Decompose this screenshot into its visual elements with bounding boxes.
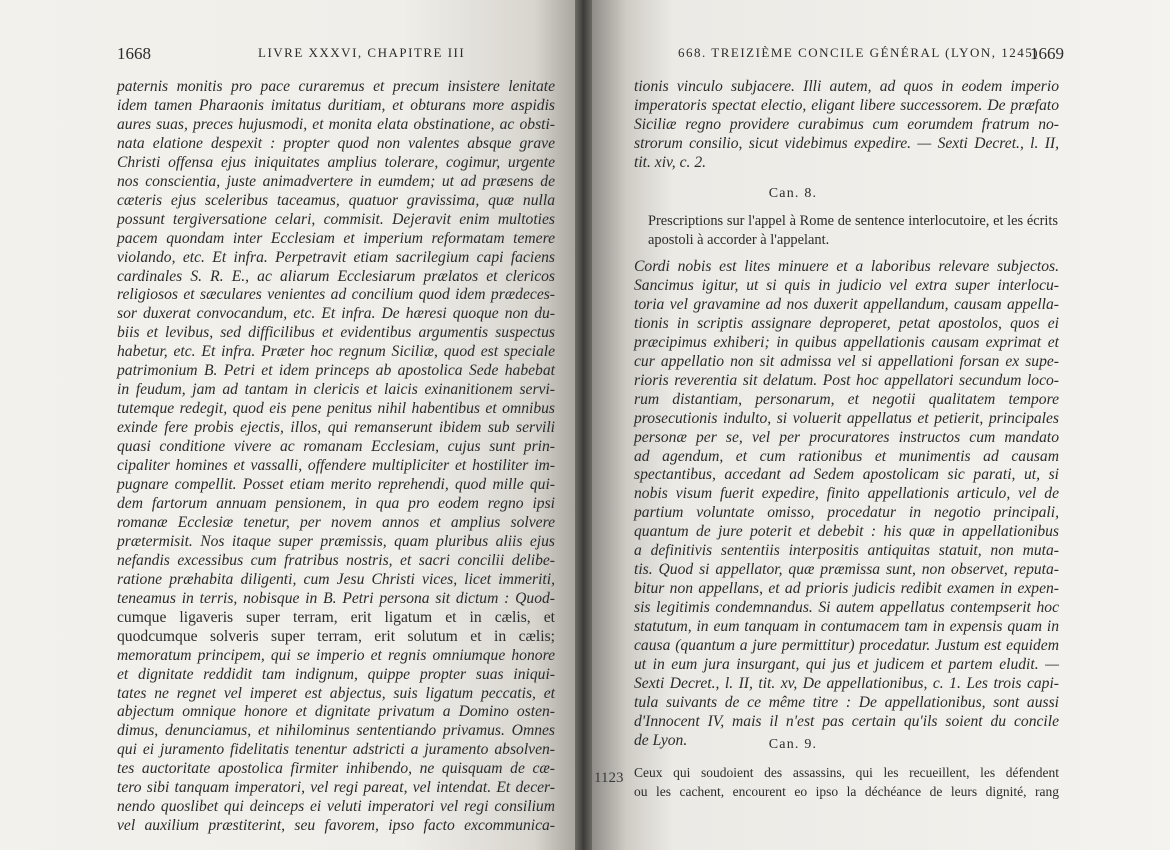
text-line: personæ per se, vel per procuratores instructos cum mandato xyxy=(634,428,1059,446)
text-line: tit. xiv, c. 2. xyxy=(634,153,707,171)
text-line: tates ne regnet vel imperet est abjectus, suis ligatum peccatis, et xyxy=(117,684,555,702)
text-line: tero sibi tanquam imperatori, vel regi pareat, vel intendat. Et decer- xyxy=(117,779,555,797)
text-line: tula suivants de ce même titre : De appellationibus, sont aussi xyxy=(634,693,1059,711)
margin-number: 1123 xyxy=(594,770,624,786)
text-line: ratione præhabita diligenti, cum Jesu Christi vices, licet immeriti, xyxy=(117,570,555,588)
text-line: a definitivis sententiis interpositis antiquitas statuit, non muta- xyxy=(634,542,1059,560)
canon-8-body xyxy=(634,258,1059,751)
text-line: rioris reverentia sit delatum. Post hoc appellatori secundum loco- xyxy=(634,371,1059,389)
text-line: sor duxerat convocandum, etc. Et infra. De hæresi quoque non du- xyxy=(117,305,555,323)
text-line: quasi conditione vivere ac romanam Ecclesiam, cujus sunt prin- xyxy=(117,438,555,456)
text-line: nata elatione despexit : propter quod non valentes absque grave xyxy=(117,134,555,152)
text-line: quodcumque solveris super terram, erit solutum et in cælis; xyxy=(117,627,555,645)
text-line: nefandis excessibus cum fratribus nostris, et sacri concilii delibe- xyxy=(117,551,555,569)
text-line: de Lyon. xyxy=(634,731,688,749)
text-line: biis et levibus, sed difficilibus et evidentibus argumentis suspectus xyxy=(117,324,555,342)
text-line: religiosos et sæculares venientes ad concilium quod idem prædeces- xyxy=(117,286,555,304)
canon-9-body xyxy=(634,763,1059,801)
text-line: vel auxilium præstiterint, seu favorem, ipso facto excommunica- xyxy=(117,817,555,835)
text-line: memoratum principem, qui se imperio et regnis omniumque honore xyxy=(117,646,555,664)
text-line: idem tamen Pharaonis imitatus duritiam, et obturans more aspidis xyxy=(117,96,555,114)
text-line: bitur non appellans, et ad prioris judicis redibit examen in expen- xyxy=(634,580,1059,598)
text-line: tes auctoritate apostolica firmiter inhibendo, ne quisquam de cæ- xyxy=(117,760,555,778)
text-line: sis legitimis condemnandus. Si autem appellatus contempserit hoc xyxy=(634,599,1059,617)
text-line: cur appellatio non sit admissa vel si appellationi forsan ex supe- xyxy=(634,352,1059,370)
text-line: nendo quoslibet qui deinceps ei veluti imperatori vel regi consilium xyxy=(117,798,555,816)
text-line: causa (quantum a jure permittitur) procedatur. Justum est equidem xyxy=(634,637,1059,655)
text-line: cardinales S. R. E., ac aliarum Ecclesiarum prælatos et clericos xyxy=(117,267,555,285)
text-line: cumque ligaveris super terram, erit ligatum et in cælis, et xyxy=(117,608,555,626)
text-line: quantum de jure poterit et debebit : his quæ in appellationibus xyxy=(634,523,1059,541)
text-line: Cordi nobis est lites minuere et a laboribus relevare subjectos. xyxy=(634,258,1059,275)
text-line: rum distantiam, personarum, et negotii qualitatem tempore xyxy=(634,390,1059,408)
text-line: violando, etc. Et infra. Perpetravit etiam sacrilegium capi faciens xyxy=(117,248,555,266)
text-line: toria vel gravamine ad nos duxerit appellandum, causam appella- xyxy=(634,295,1059,313)
text-line: pacem quondam inter Ecclesiam et imperium reformatam temere xyxy=(117,229,555,247)
text-line: paternis monitis pro pace curaremus et precum insistere lenitate xyxy=(117,78,555,95)
text-line: abjectum omnique honore et dignitate privatum a Domino osten- xyxy=(117,703,555,721)
right-page-number: 1669 xyxy=(1030,44,1064,63)
text-line: cipaliter homines et vassalli, offendere multipliciter et hostiliter im- xyxy=(117,457,555,475)
summary-line: apostoli à accorder à l'appelant. xyxy=(648,232,830,248)
text-line: d'Innocent IV, mais il n'est pas certain qu'ils soient du concile xyxy=(634,712,1059,730)
summary-line: Prescriptions sur l'appel à Rome de sentence interlocutoire, et les écrits xyxy=(648,213,1058,229)
text-line: dem fartorum annuam pensionem, in qua pro eodem regno ipsi xyxy=(117,494,555,512)
text-line: nos conscientia, juste animadvertere in eumdem; ut ad præsens de xyxy=(117,172,555,190)
right-top-text xyxy=(634,78,1059,173)
text-line: prosecutionis indulto, si voluerit appellatus et petierit, principales xyxy=(634,409,1059,427)
right-running-head: 668. TREIZIÈME CONCILE GÉNÉRAL (LYON, 1245) xyxy=(678,45,1040,60)
text-line: ut in eum jura insurgant, qui jus et judicem et partem eludit. — xyxy=(634,656,1059,674)
text-line: habetur, etc. Et infra. Præter hoc regnum Siciliæ, quod est speciale xyxy=(117,343,555,361)
text-line: tionis in scriptis assignare deproperet, petat apostolos, quos ei xyxy=(634,314,1059,332)
left-page-number: 1668 xyxy=(117,44,151,63)
left-page xyxy=(0,0,575,850)
text-line: strorum consilio, sicut videbimus expedire. — Sexti Decret., l. II, xyxy=(634,134,1059,152)
book-gutter xyxy=(575,0,592,850)
text-line: teneamus in terris, nobisque in B. Petri persona sit dictum : Quod- xyxy=(117,589,555,607)
text-line: pugnare compellit. Posset etiam merito reprehendi, quod mille qui- xyxy=(117,476,555,494)
right-page xyxy=(592,0,1170,850)
text-line: et dignitate reddidit tam indignum, quippe propter suas iniqui- xyxy=(117,665,555,683)
text-line: præcipimus exhiberi; in quibus appellationis causam exprimat et xyxy=(634,333,1059,351)
text-line: partium voluntate omisso, procedatur in negotio principali, xyxy=(634,504,1059,522)
text-line: spectantibus, accedant ad Sedem apostolicam sic parati, ut, si xyxy=(634,466,1059,484)
text-line: in feudum, jam ad tantam in clericis et laicis exinanitionem servi- xyxy=(117,381,555,399)
text-line: Siciliæ regno providere curabimus cum eorumdem fratrum no- xyxy=(634,115,1059,133)
text-line: prætermisit. Nos itaque super præmissis, quam pluribus aliis ejus xyxy=(117,532,555,550)
text-line: statutum, in eum tanquam in contumacem tam in expensis quam in xyxy=(634,618,1059,636)
text-line: possunt tergiversatione celari, commisit. Dejeravit enim multoties xyxy=(117,210,555,228)
text-line: tionis vinculo subjacere. Illi autem, ad quos in eodem imperio xyxy=(634,78,1059,95)
text-line: exinde fere probis ejectis, illos, qui remanserunt ibidem sub servili xyxy=(117,419,555,437)
text-line: Christi offensa ejus iniquitates amplius tolerare, cogimur, urgente xyxy=(117,153,555,171)
text-line: ad agendum, et cum rationibus et munimentis ad causam xyxy=(634,447,1059,465)
left-body-text xyxy=(117,78,555,836)
text-line: qui ei juramento fidelitatis tenentur adstricti a juramento absolven- xyxy=(117,741,555,759)
text-line: romanæ Ecclesiæ tenetur, per novem annos et amplius solvere xyxy=(117,513,555,531)
text-line: tutemque redegit, quod eis pene penitus nihil habentibus et omnibus xyxy=(117,400,555,418)
text-line: Sancimus igitur, ut si quis in judicio vel extra super interlocu- xyxy=(634,276,1059,294)
canon-8-heading: Can. 8. xyxy=(768,186,818,201)
canon-9-heading: Can. 9. xyxy=(768,737,818,752)
text-line: Ceux qui soudoient des assassins, qui les recueillent, les défendent xyxy=(634,765,1059,780)
text-line: imperatoris spectat electio, eligant libere successorem. De præfato xyxy=(634,96,1059,114)
text-line: ou les cachent, encourent eo ipso la déchéance de leurs dignité, rang xyxy=(634,784,1059,799)
text-line: cæteris ejus sceleribus taceamus, quatuor gravissima, quæ nulla xyxy=(117,191,555,209)
text-line: patrimonium B. Petri et idem princeps ab apostolica Sede habebat xyxy=(117,362,555,380)
text-line: dimus, denunciamus, et nihilominus sententiando privamus. Omnes xyxy=(117,722,555,740)
text-line: Sexti Decret., l. II, tit. xv, De appellationibus, c. 1. Les trois capi- xyxy=(634,674,1059,692)
text-line: aures suas, preces hujusmodi, et monita elata obstinatione, ac obsti- xyxy=(117,115,555,133)
canon-8-summary xyxy=(648,212,1058,250)
text-line: nobis visum fuerit expedire, finito appellationis articulo, vel de xyxy=(634,485,1059,503)
left-running-head: LIVRE XXXVI, CHAPITRE III xyxy=(258,45,466,60)
text-line: tis. Quod si appellator, quæ præmissa sunt, non observet, reputa- xyxy=(634,561,1059,579)
